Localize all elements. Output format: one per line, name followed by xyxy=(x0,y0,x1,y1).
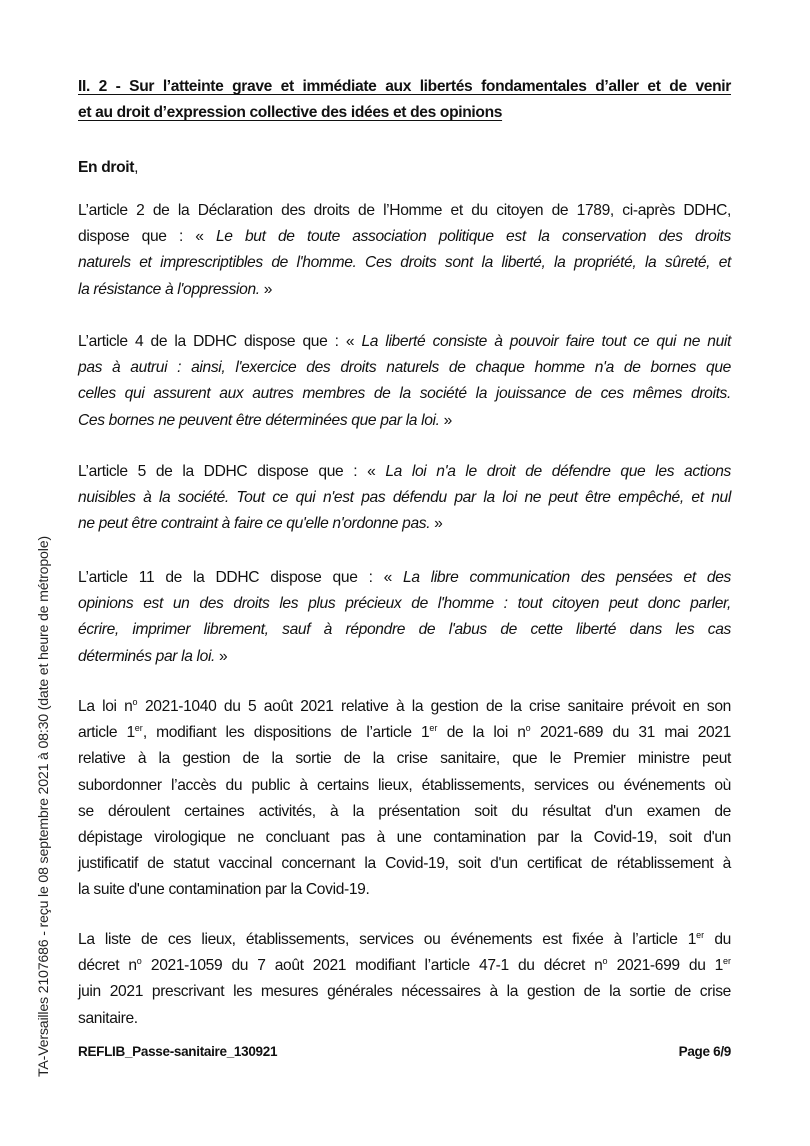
superscript-text: er xyxy=(722,956,731,967)
footer-document-ref: REFLIB_Passe-sanitaire_130921 xyxy=(78,1044,278,1059)
paragraph-loi-2021-1040 xyxy=(78,694,731,904)
paragraph-line xyxy=(78,277,731,303)
body-text: dispose que : « xyxy=(78,228,216,246)
paragraph-line xyxy=(78,979,731,1005)
body-text: juin 2021 prescrivant les mesures générales nécessaires à la gestion de la sortie de crise xyxy=(78,983,731,1001)
footer-page-number: Page 6/9 xyxy=(678,1044,731,1059)
body-text: du xyxy=(704,931,731,948)
paragraph-line xyxy=(78,825,731,851)
body-text: la suite d'une contamination par la Covid-19. xyxy=(78,881,370,899)
section-heading xyxy=(78,74,731,126)
body-text: de la loi n xyxy=(437,724,526,742)
paragraph-liste-lieux xyxy=(78,927,731,1032)
paragraph-line xyxy=(78,224,731,250)
paragraph-line xyxy=(78,773,731,799)
quoted-text: pas à autrui : ainsi, l'exercice des droits naturels de chaque homme n'a de bornes que xyxy=(78,359,731,377)
quoted-text: Le but de toute association politique est la conservation des droits xyxy=(215,228,731,246)
body-text: » xyxy=(439,411,452,429)
paragraph-line xyxy=(78,877,731,903)
body-text: L’article 4 de la DDHC dispose que : « xyxy=(78,333,362,350)
body-text: La loi n xyxy=(78,698,133,715)
body-text: relative à la gestion de la sortie de la crise sanitaire, que le Premier ministre peut xyxy=(78,750,731,768)
paragraph-line xyxy=(78,953,731,979)
paragraph-line xyxy=(78,485,731,511)
body-text: justificatif de statut vaccinal concernant la Covid-19, soit d'un certificat de rétablissement à xyxy=(78,855,731,873)
paragraph-line xyxy=(78,511,731,537)
body-text: L’article 11 de la DDHC dispose que : « xyxy=(78,569,403,586)
section-heading-line: II. 2 - Sur l’atteinte grave et immédiate aux libertés fondamentales d’aller et de venir xyxy=(78,78,731,95)
quoted-text: la résistance à l'oppression. xyxy=(78,280,260,298)
paragraph-line xyxy=(78,408,731,434)
quoted-text: écrire, imprimer librement, sauf à répondre de l'abus de cette liberté dans les cas xyxy=(78,621,731,639)
subheading xyxy=(78,155,731,181)
quoted-text: celles qui assurent aux autres membres de la société la jouissance de ces mêmes droits. xyxy=(78,385,731,403)
paragraph-line xyxy=(78,694,731,720)
paragraph-article-5 xyxy=(78,459,731,538)
paragraph-line xyxy=(78,591,731,617)
superscript-text: o xyxy=(525,723,531,734)
subheading-punctuation: , xyxy=(134,159,139,176)
quoted-text: opinions est un des droits les plus précieux de l'homme : tout citoyen peut donc parler, xyxy=(78,595,731,613)
superscript-text: er xyxy=(134,723,143,734)
body-text: décret n xyxy=(78,957,137,975)
body-text: » xyxy=(215,647,228,665)
superscript-text: o xyxy=(136,956,142,967)
quoted-text: nuisibles à la société. Tout ce qui n'est pas défendu par la loi ne peut être empêché, et nul xyxy=(78,489,731,507)
paragraph-line xyxy=(78,381,731,407)
body-text: » xyxy=(259,280,273,298)
section-heading-line: et au droit d’expression collective des idées et des opinions xyxy=(78,104,503,122)
paragraph-line xyxy=(78,329,731,355)
body-text: 2021-1040 du 5 août 2021 relative à la gestion de la crise sanitaire prévoit en son xyxy=(137,698,731,715)
body-text: » xyxy=(430,515,443,533)
paragraph-line xyxy=(78,565,731,591)
paragraph-line xyxy=(78,355,731,381)
paragraph-article-2 xyxy=(78,198,731,303)
paragraph-line xyxy=(78,720,731,746)
paragraph-line xyxy=(78,617,731,643)
quoted-text: naturels et imprescriptibles de l'homme. Ces droits sont la liberté, la propriété, la sûreté, et xyxy=(78,254,731,272)
body-text: , modifiant les dispositions de l’article 1 xyxy=(142,724,430,742)
paragraph-line xyxy=(78,198,731,224)
body-text: L’article 5 de la DDHC dispose que : « xyxy=(78,463,386,480)
body-text: se déroulent certaines activités, à la présentation soit du résultat d'un examen de xyxy=(78,802,731,820)
paragraph-line xyxy=(78,851,731,877)
superscript-text: er xyxy=(696,930,705,940)
quoted-text: La loi n'a le droit de défendre que les actions xyxy=(385,463,731,480)
superscript-text: o xyxy=(132,697,138,707)
body-text: 2021-1059 du 7 août 2021 modifiant l’article 47-1 du décret n xyxy=(141,957,603,975)
body-text: article 1 xyxy=(78,724,135,742)
quoted-text: La libre communication des pensées et des xyxy=(403,569,731,586)
paragraph-line xyxy=(78,746,731,772)
paragraph-line xyxy=(78,459,731,485)
paragraph-article-11 xyxy=(78,565,731,670)
body-text: sanitaire. xyxy=(78,1009,138,1027)
paragraph-line xyxy=(78,799,731,825)
superscript-text: o xyxy=(602,956,608,967)
body-text: La liste de ces lieux, établissements, services ou événements est fixée à l’article 1 xyxy=(78,931,697,948)
paragraph-line xyxy=(78,644,731,670)
body-text: subordonner l’accès du public à certains lieux, établissements, services ou événements où xyxy=(78,776,731,794)
body-text: 2021-699 du 1 xyxy=(607,957,723,975)
quoted-text: La liberté consiste à pouvoir faire tout ce qui ne nuit xyxy=(361,333,731,350)
subheading-label: En droit xyxy=(78,159,135,176)
paragraph-article-4 xyxy=(78,329,731,434)
court-receipt-stamp: TA-Versailles 2107686 - reçu le 08 septembre 2021 à 08:30 (date et heure de métropole) xyxy=(36,536,52,1077)
paragraph-line xyxy=(78,927,731,953)
superscript-text: er xyxy=(429,723,438,734)
quoted-text: déterminés par la loi. xyxy=(78,647,216,665)
body-text: L’article 2 de la Déclaration des droits de l’Homme et du citoyen de 1789, ci-après DDHC, xyxy=(78,202,731,219)
paragraph-line xyxy=(78,250,731,276)
body-text: dépistage virologique ne concluant pas à une contamination par la Covid-19, soit d'un xyxy=(78,828,731,846)
body-text: 2021-689 du 31 mai 2021 xyxy=(530,724,732,742)
paragraph-line xyxy=(78,1006,731,1032)
quoted-text: ne peut être contraint à faire ce qu'elle n'ordonne pas. xyxy=(78,515,431,533)
quoted-text: Ces bornes ne peuvent être déterminées que par la loi. xyxy=(78,411,440,429)
